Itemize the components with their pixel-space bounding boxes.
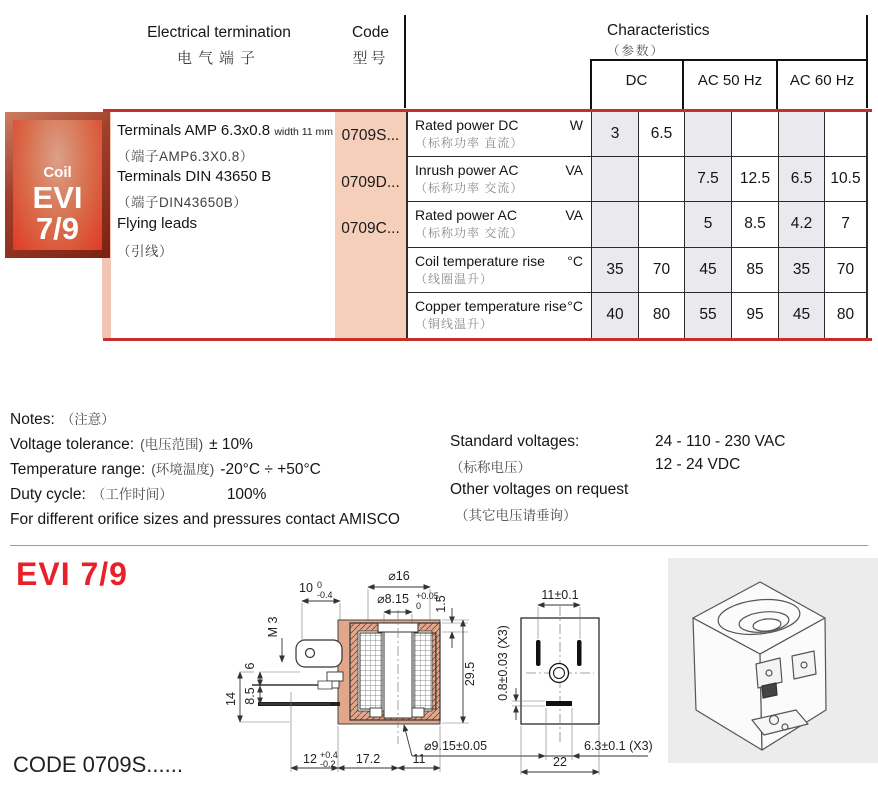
cell-ac50-2: 12.5 [732, 157, 779, 202]
cell-ac50-1: 5 [685, 202, 732, 247]
cell-ac60-1: 4.2 [779, 202, 825, 247]
col-header-ac60: AC 60 Hz [789, 72, 855, 89]
cell-ac50-2: 95 [732, 293, 779, 338]
cell-dc1 [592, 157, 639, 202]
voltages-ac: 24 - 110 - 230 VAC [655, 433, 786, 450]
drawing-title: EVI 7/9 [16, 556, 128, 592]
coil-badge-face [13, 120, 102, 250]
note-voltage-tolerance: Voltage tolerance: (电压范围) ± 10% [10, 436, 253, 453]
dim-dia815: ⌀8.15 [377, 592, 409, 606]
dim-m3: M 3 [266, 616, 280, 638]
dim-8-5: 8.5 [243, 687, 257, 705]
row-label-zh: （标称功率 直流） [415, 136, 524, 150]
iso-terminal-tab-1 [756, 658, 782, 688]
cell-ac50-1: 7.5 [685, 157, 732, 202]
dim-6-3: 6.3±0.1 (X3) [584, 739, 653, 753]
other-voltages: Other voltages on request [450, 481, 629, 498]
cell-dc2 [639, 202, 685, 247]
cell-ac50-2: 8.5 [732, 202, 779, 247]
cell-ac50-1: 55 [685, 293, 732, 338]
note-temperature-range: Temperature range: (环境温度) -20°C ÷ +50°C [10, 461, 321, 478]
table-bottom-rule [103, 338, 872, 341]
cell-ac60-1: 35 [779, 248, 825, 293]
cell-ac60-2: 80 [836, 306, 855, 324]
divider-ac50-ac60 [776, 59, 778, 109]
technical-drawing [0, 552, 878, 789]
cell-ac50-1: 45 [685, 248, 732, 293]
cell-ac60-1: 6.5 [779, 157, 825, 202]
dim-dia815-dn: 0 [416, 601, 422, 611]
amp-terminal-tab [296, 640, 342, 667]
bracket-slot [546, 701, 572, 706]
row-unit: W [569, 117, 583, 133]
termination-din-zh: （端子DIN43650B） [117, 195, 248, 210]
cell-dc2: 70 [639, 248, 685, 293]
cell-dc1 [592, 202, 639, 247]
note-contact: For different orifice sizes and pressures contact AMISCO [10, 511, 400, 528]
divider-dc-ac50 [682, 59, 684, 109]
cell-dc2: 80 [639, 293, 685, 338]
divider-code [404, 15, 406, 108]
cell-ac50-1 [685, 112, 732, 157]
badge-size-label: 7/9 [35, 211, 80, 246]
dim-dia16: ⌀16 [388, 569, 410, 583]
termination-amp-label: Terminals AMP 6.3x0.8 [117, 122, 271, 139]
cell-ac60-2 [825, 112, 866, 157]
cell-dc1: 3 [592, 112, 639, 157]
dim-29-5: 29.5 [463, 661, 477, 687]
terminal-slot-right [577, 640, 582, 666]
termination-amp [117, 122, 333, 139]
cell-ac60-2: 70 [825, 248, 866, 293]
termination-amp-zh: （端子AMP6.3X0.8） [117, 149, 254, 164]
other-voltages-zh: （其它电压请垂询） [455, 508, 577, 523]
divider-right [866, 15, 868, 108]
bottom-view [496, 588, 653, 775]
dim-10: 10 [299, 581, 313, 595]
characteristics-underline [590, 59, 868, 61]
badge-model-label: EVI [32, 180, 83, 215]
col-header-code: Code [351, 24, 390, 41]
voltages-dc: 12 - 24 VDC [655, 456, 741, 473]
row-label: Rated power AC VA （标称功率 交流） [408, 202, 592, 247]
coil-winding-left [360, 633, 382, 709]
coil-winding-right [414, 633, 436, 709]
cell-dc1: 35 [592, 248, 639, 293]
cell-ac60-2: 10.5 [825, 157, 866, 202]
isometric-view [693, 582, 826, 750]
dim-12-dn: -0.2 [320, 759, 336, 769]
cell-dc2: 6.5 [639, 112, 685, 157]
cell-ac50-2: 85 [732, 248, 779, 293]
badge-coil-label: Coil [43, 164, 72, 181]
dim-0-8: 0.8±0.03 (X3) [496, 625, 510, 701]
cell-ac60-2: 7 [825, 202, 866, 247]
notes-title: Notes: （注意） [10, 411, 115, 428]
row-label [408, 112, 592, 157]
dim-dia815-up: +0.05 [416, 591, 439, 601]
col-header-ac50: AC 50 Hz [697, 72, 763, 89]
dim-10-dn: -0.4 [317, 590, 333, 600]
characteristics-table [406, 112, 868, 338]
col-header-characteristics-zh: （参数） [607, 44, 666, 58]
coil-badge [5, 112, 110, 258]
dim-14: 14 [224, 692, 238, 706]
row-label: Inrush power AC VA （标称功率 交流） [408, 157, 592, 202]
termination-leads [117, 215, 197, 232]
row-label-text: Rated power DC [415, 117, 519, 133]
col-header-characteristics: Characteristics [607, 22, 710, 39]
col-header-electrical-termination-zh: 电气端子 [176, 50, 261, 67]
termination-leads-label: Flying leads [117, 215, 198, 232]
dim-11-tol: 11±0.1 [541, 588, 579, 602]
note-duty-cycle: Duty cycle: （工作时间） 100% [10, 486, 267, 503]
dim-22: 22 [553, 755, 567, 769]
cross-section-view [252, 610, 440, 744]
dim-12: 12 [303, 752, 317, 766]
cell-dc1: 40 [592, 293, 639, 338]
dim-1-5: 1.5 [434, 595, 448, 613]
cell-ac60-1 [779, 112, 825, 157]
termination-din-label: Terminals DIN 43650 B [117, 168, 272, 185]
termination-din [117, 168, 271, 185]
dim-11: 11 [412, 752, 426, 766]
col-header-electrical-termination: Electrical termination [147, 24, 291, 41]
terminal-slot-left [536, 640, 541, 666]
standard-voltages-label: Standard voltages: [450, 433, 580, 450]
termination-amp-note: width 11 mm [274, 126, 334, 138]
iso-terminal-tab-2 [792, 651, 816, 679]
row-label: Copper temperature rise °C （铜线温升） [408, 293, 592, 338]
dim-17-2: 17.2 [355, 752, 381, 766]
cell-ac50-2 [732, 112, 779, 157]
row-label: Coil temperature rise °C （线圈温升） [408, 248, 592, 293]
termination-leads-zh: （引线） [117, 244, 173, 259]
dim-12-up: +0.4 [320, 750, 338, 760]
col-header-dc: DC [625, 72, 648, 89]
drawing-code-label: CODE 0709S...... [13, 752, 183, 777]
col-header-code-zh: 型号 [352, 50, 389, 67]
cell-ac60-1: 45 [779, 293, 825, 338]
code-0709D: 0709D... [341, 174, 400, 191]
cell-dc2 [639, 157, 685, 202]
dim-10-up: 0 [317, 580, 323, 590]
standard-voltages-label-zh: （标称电压） [450, 460, 531, 475]
dim-6: 6 [243, 662, 257, 670]
divider-dc-left [590, 59, 592, 109]
section-divider [10, 545, 868, 546]
dim-dia915: ⌀9.15±0.05 [424, 739, 488, 753]
code-0709S: 0709S... [341, 127, 400, 144]
m3-screw [327, 672, 343, 681]
code-0709C: 0709C... [341, 220, 400, 237]
